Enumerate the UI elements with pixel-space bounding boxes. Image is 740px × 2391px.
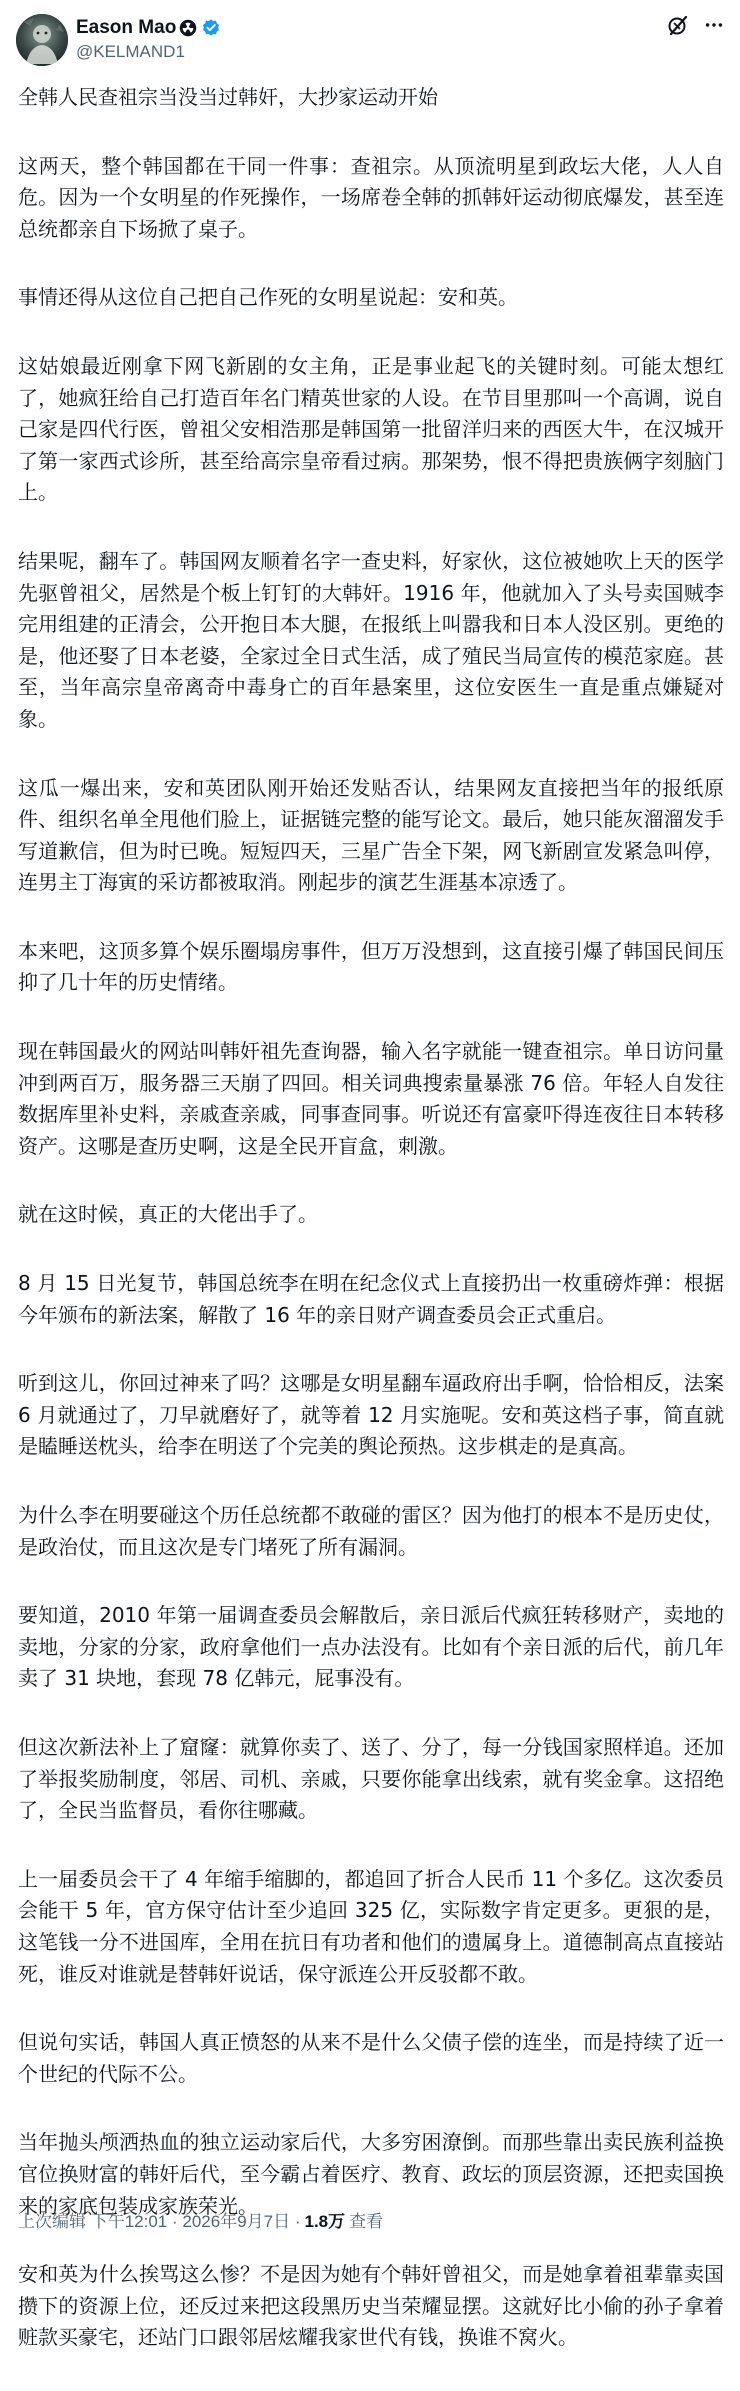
post-paragraph: 结果呢，翻车了。韩国网友顺着名字一查史料，好家伙，这位被她吹上天的医学先驱曾祖父，居然是个板上钉钉的大韩奸。1916 年，他就加入了头号卖国贼李完用组建的正清会，公开抱日本大腿，在报纸上叫嚣我和日本人没区别。更绝的是，他还娶了日本老婆，全家过全日式生活，成了殖民当局宣传的模范家庭。甚至，当年高宗皇帝离奇中毒身亡的百年悬案里，这位安医生一直是重点嫌疑对象。: [18, 548, 724, 731]
views-label: 查看: [349, 2211, 384, 2231]
post-paragraph: 就在这时候，真正的大佬出手了。: [18, 1202, 318, 1227]
post-header: [0, 0, 740, 80]
post-body: [18, 82, 724, 2391]
post-paragraph: 为什么李在明要碰这个历任总统都不敢碰的雷区？因为他打的根本不是历史仗，是政治仗，而且这次是专门堵死了所有漏洞。: [18, 1503, 724, 1559]
author-name-row: [76, 16, 221, 40]
post-title: 全韩人民查祖宗当没当过韩奸，大抄家运动开始: [18, 85, 438, 109]
grok-button[interactable]: [664, 13, 692, 41]
post-paragraph: 事情还得从这位自己把自己作死的女明星说起：安和英。: [18, 285, 518, 310]
views-count: 1.8万: [304, 2211, 346, 2231]
post-paragraph: 现在韩国最火的网站叫韩奸祖先查询器，输入名字就能一键查祖宗。单日访问量冲到两百万，服务器三天崩了四回。相关词典搜索量暴涨 76 倍。年轻人自发往数据库里补史料，亲戚查亲戚，同事查同事。听说还有富豪吓得连夜往日本转移资产。这哪是查历史啊，这是全民开盲盒，刺激。: [18, 1039, 724, 1158]
edited-timestamp[interactable]: 上次编辑 下午12:01 · 2026年9月7日 ·: [18, 2211, 301, 2231]
author-display-name[interactable]: Eason Mao: [76, 17, 177, 38]
avatar-image: [16, 14, 68, 66]
post-paragraph: 本来吧，这顶多算个娱乐圈塌房事件，但万万没想到，这直接引爆了韩国民间压抑了几十年的历史情绪。: [18, 938, 724, 995]
radioactive-icon: [179, 19, 197, 37]
avatar[interactable]: [16, 14, 68, 66]
post-paragraph: 但说句实话，韩国人真正愤怒的从来不是什么父债子偿的连坐，而是持续了近一个世纪的代际不公。: [18, 2030, 724, 2086]
post-paragraph: 8 月 15 日光复节，韩国总统李在明在纪念仪式上直接扔出一枚重磅炸弹：根据今年颁布的新法案，解散了 16 年的亲日财产调查委员会正式重启。: [18, 1271, 724, 1327]
post-meta: [18, 2204, 383, 2234]
post-paragraph: 当年抛头颅洒热血的独立运动家后代，大多穷困潦倒。而那些靠出卖民族利益换官位换财富的韩奸后代，至今霸占着医疗、教育、政坛的顶层资源，还把卖国换来的家底包装成家族荣光。: [18, 2130, 724, 2218]
post-paragraph: 这姑娘最近刚拿下网飞新剧的女主角，正是事业起飞的关键时刻。可能太想红了，她疯狂给自己打造百年名门精英世家的人设。在节目里那叫一个高调，说自己家是四代行医，曾祖父安相浩那是韩国第一批留洋归来的西医大牛，在汉城开了第一家西式诊所，甚至给高宗皇帝看过病。那架势，恨不得把贵族俩字刻脑门上。: [18, 353, 724, 505]
more-options-button[interactable]: [700, 13, 728, 41]
author-handle[interactable]: @KELMAND1: [76, 42, 185, 61]
post-paragraph: 上一届委员会干了 4 年缩手缩脚的，都追回了折合人民币 11 个多亿。这次委员会能干 5 年，官方保守估计至少追回 325 亿，实际数字肯定更多。更狠的是，这笔钱一分不进国库，全用在抗日有功者和他们的遗属身上。道德制高点直接站死，谁反对谁就是替韩奸说话，保守派连公开反驳都不敢。: [18, 1866, 724, 1986]
post-paragraph: 听到这儿，你回过神来了吗？这哪是女明星翻车逼政府出手啊，恰恰相反，法案 6 月就通过了，刀早就磨好了，就等着 12 月实施呢。安和英这档子事，简直就是瞌睡送枕头，给李在明送了个完美的舆论预热。这步棋走的是真高。: [18, 1371, 724, 1459]
post-paragraph: 要知道，2010 年第一届调查委员会解散后，亲日派后代疯狂转移财产，卖地的卖地，分家的分家，政府拿他们一点办法没有。比如有个亲日派的后代，前几年卖了 31 块地，套现 78 亿韩元，屁事没有。: [18, 1603, 724, 1691]
more-options-icon: [703, 14, 725, 40]
post-paragraph: 这两天，整个韩国都在干同一件事：查祖宗。从顶流明星到政坛大佬，人人自危。因为一个女明星的作死操作，一场席卷全韩的抓韩奸运动彻底爆发，甚至连总统都亲自下场掀了桌子。: [18, 153, 724, 241]
verified-badge-icon: [201, 18, 221, 38]
post-paragraph: 这瓜一爆出来，安和英团队刚开始还发贴否认，结果网友直接把当年的报纸原件、组织名单全甩他们脸上，证据链完整的能写论文。最后，她只能灰溜溜发手写道歉信，但为时已晚。短短四天，三星广告全下架，网飞新剧宣发紧急叫停，连男主丁海寅的采访都被取消。刚起步的演艺生涯基本凉透了。: [18, 775, 724, 895]
grok-icon: [666, 13, 690, 41]
post-paragraph: 安和英为什么挨骂这么惨？不是因为她有个韩奸曾祖父，而是她拿着祖辈靠卖国攒下的资源上位，还反过来把这段黑历史当荣耀显摆。这就好比小偷的孙子拿着赃款买豪宅，还站门口跟邻居炫耀我家世代有钱，换谁不窝火。: [18, 2262, 724, 2350]
post-paragraph: 但这次新法补上了窟窿：就算你卖了、送了、分了，每一分钱国家照样追。还加了举报奖励制度，邻居、司机、亲戚，只要你能拿出线索，就有奖金拿。这招绝了，全民当监督员，看你往哪藏。: [18, 1734, 724, 1823]
